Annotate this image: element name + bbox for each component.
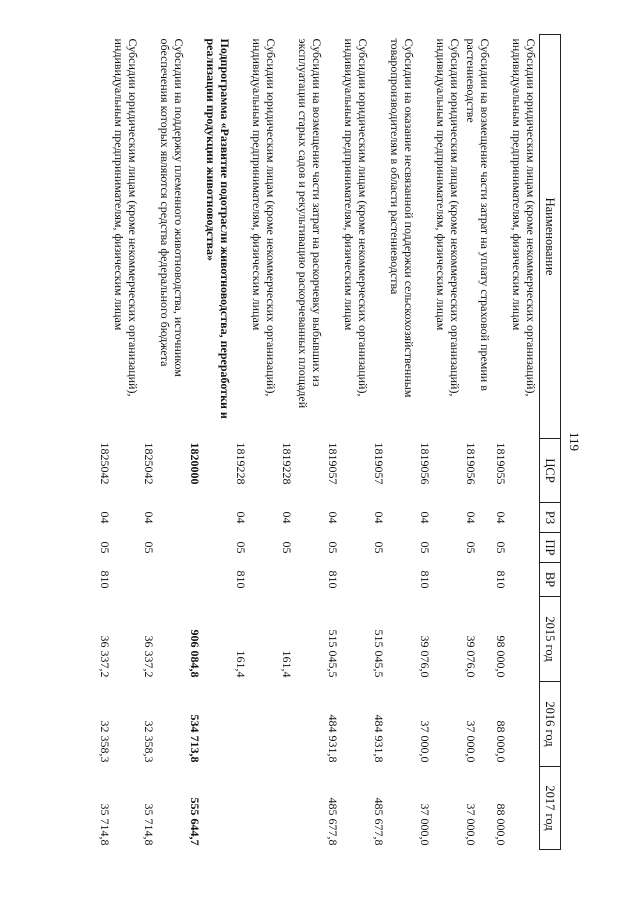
row-rz: 04 bbox=[464, 511, 479, 524]
row-value-2016: 37 000,0 bbox=[464, 720, 479, 763]
row-value-2017: 88 000,0 bbox=[494, 803, 509, 846]
row-pr: 05 bbox=[464, 541, 479, 554]
row-csr: 1819056 bbox=[418, 442, 433, 485]
row-value-2016: 484 931,8 bbox=[372, 714, 387, 763]
row-pr: 05 bbox=[326, 541, 341, 554]
row-value-2015: 39 076,0 bbox=[418, 635, 433, 678]
row-value-2017: 485 677,8 bbox=[372, 797, 387, 846]
row-value-2017: 485 677,8 bbox=[326, 797, 341, 846]
header-name: Наименование bbox=[540, 35, 561, 439]
row-pr: 05 bbox=[418, 541, 433, 554]
row-value-2017: 35 714,8 bbox=[142, 803, 157, 846]
table-row bbox=[464, 35, 494, 850]
row-rz bbox=[188, 503, 234, 533]
row-name: Подпрограмма «Развитие подотрасли животноводства, переработки и реализации продукции животноводства» bbox=[204, 38, 233, 419]
row-value-2015: 36 337,2 bbox=[98, 635, 113, 678]
table-row bbox=[418, 35, 464, 850]
row-rz: 04 bbox=[326, 511, 341, 524]
row-value-2017: 555 644,7 bbox=[188, 797, 203, 846]
row-value-2017: 37 000,0 bbox=[418, 803, 433, 846]
row-pr: 05 bbox=[234, 541, 249, 554]
header-2016: 2016 год bbox=[540, 682, 561, 767]
row-csr: 1819057 bbox=[372, 442, 387, 485]
header-pr: ПР bbox=[540, 533, 561, 563]
row-pr: 05 bbox=[280, 541, 295, 554]
table-row bbox=[98, 35, 142, 850]
budget-table bbox=[98, 34, 562, 850]
row-vr: 810 bbox=[418, 570, 433, 589]
row-value-2016: 32 358,3 bbox=[98, 720, 113, 763]
row-value-2016: 37 000,0 bbox=[418, 720, 433, 763]
row-pr: 05 bbox=[142, 541, 157, 554]
row-name: Субсидии юридическим лицам (кроме некоммерческих организаций), индивидуальным предпринимателям, физическим лицам bbox=[510, 38, 538, 397]
page-number: 119 bbox=[567, 431, 582, 452]
row-value-2015: 36 337,2 bbox=[142, 635, 157, 678]
row-rz: 04 bbox=[234, 511, 249, 524]
header-csr: ЦСР bbox=[540, 439, 561, 503]
row-csr: 1819228 bbox=[234, 442, 249, 485]
row-vr: 810 bbox=[98, 570, 113, 589]
row-pr: 05 bbox=[98, 541, 113, 554]
row-vr bbox=[464, 563, 494, 597]
row-pr: 05 bbox=[494, 541, 509, 554]
row-name: Субсидии юридическим лицам (кроме некоммерческих организаций), индивидуальным предпринимателям, физическим лицам bbox=[434, 38, 463, 397]
row-csr: 1819055 bbox=[494, 442, 509, 485]
row-csr: 1825042 bbox=[98, 442, 113, 485]
row-value-2017 bbox=[234, 767, 280, 850]
row-csr: 1825042 bbox=[142, 442, 157, 485]
row-value-2016: 484 931,8 bbox=[326, 714, 341, 763]
row-value-2016: 534 713,8 bbox=[188, 714, 203, 763]
header-2017: 2017 год bbox=[540, 767, 561, 850]
row-vr: 810 bbox=[234, 570, 249, 589]
row-name: Субсидии юридическим лицам (кроме некоммерческих организаций), индивидуальным предпринимателям, физическим лицам bbox=[112, 38, 141, 397]
row-value-2015: 515 045,5 bbox=[372, 629, 387, 678]
header-rz: РЗ bbox=[540, 503, 561, 533]
table-header-row bbox=[540, 35, 561, 850]
row-rz: 04 bbox=[280, 511, 295, 524]
row-pr bbox=[188, 533, 234, 563]
header-vr: ВР bbox=[540, 563, 561, 597]
row-name: Субсидии на оказание несвязанной поддержки сельскохозяйственным товаропроизводителям в области растениеводства bbox=[388, 38, 417, 398]
table-row bbox=[142, 35, 188, 850]
row-value-2017 bbox=[280, 767, 326, 850]
row-vr bbox=[188, 563, 234, 597]
table-row bbox=[326, 35, 372, 850]
row-vr: 810 bbox=[326, 570, 341, 589]
row-name: Субсидии юридическим лицам (кроме некоммерческих организаций), индивидуальным предпринимателям, физическим лицам bbox=[342, 38, 371, 397]
row-name: Субсидии на возмещение части затрат на раскорчевку выбывших из эксплуатации старых садов и рекультивацию раскорчеванных площадей bbox=[296, 38, 325, 409]
row-vr: 810 bbox=[494, 570, 509, 589]
row-value-2015: 161,4 bbox=[280, 650, 295, 678]
row-vr bbox=[280, 563, 326, 597]
row-rz: 04 bbox=[372, 511, 387, 524]
row-value-2016 bbox=[280, 682, 326, 767]
row-name: Субсидии юридическим лицам (кроме некоммерческих организаций), индивидуальным предпринимателям, физическим лицам bbox=[250, 38, 279, 397]
header-2015: 2015 год bbox=[540, 597, 561, 682]
row-vr bbox=[372, 563, 418, 597]
row-rz: 04 bbox=[98, 511, 113, 524]
table-row bbox=[188, 35, 234, 850]
row-value-2015: 906 084,8 bbox=[188, 629, 203, 678]
table-row bbox=[372, 35, 418, 850]
row-value-2015: 39 076,0 bbox=[464, 635, 479, 678]
row-csr: 1819057 bbox=[326, 442, 341, 485]
rotated-table-sheet bbox=[83, 34, 583, 849]
row-value-2016: 32 358,3 bbox=[142, 720, 157, 763]
row-value-2015: 515 045,5 bbox=[326, 629, 341, 678]
row-csr: 1819228 bbox=[280, 442, 295, 485]
row-value-2016 bbox=[234, 682, 280, 767]
row-pr: 05 bbox=[372, 541, 387, 554]
table-row bbox=[280, 35, 326, 850]
row-csr: 1820000 bbox=[188, 442, 203, 485]
row-value-2015: 161,4 bbox=[234, 650, 249, 678]
row-value-2017: 35 714,8 bbox=[98, 803, 113, 846]
row-csr: 1819056 bbox=[464, 442, 479, 485]
row-rz: 04 bbox=[494, 511, 509, 524]
row-value-2017: 37 000,0 bbox=[464, 803, 479, 846]
table-row bbox=[494, 35, 540, 850]
table-row bbox=[234, 35, 280, 850]
row-value-2015: 98 000,0 bbox=[494, 635, 509, 678]
row-rz: 04 bbox=[418, 511, 433, 524]
row-name: Субсидии на возмещение части затрат на уплату страховой премии в растениеводстве bbox=[464, 38, 493, 391]
row-rz: 04 bbox=[142, 511, 157, 524]
row-name: Субсидии на поддержку племенного животноводства, источником обеспечения которых являются средства федерального бюджета bbox=[158, 38, 187, 377]
row-vr bbox=[142, 563, 188, 597]
row-value-2016: 88 000,0 bbox=[494, 720, 509, 763]
